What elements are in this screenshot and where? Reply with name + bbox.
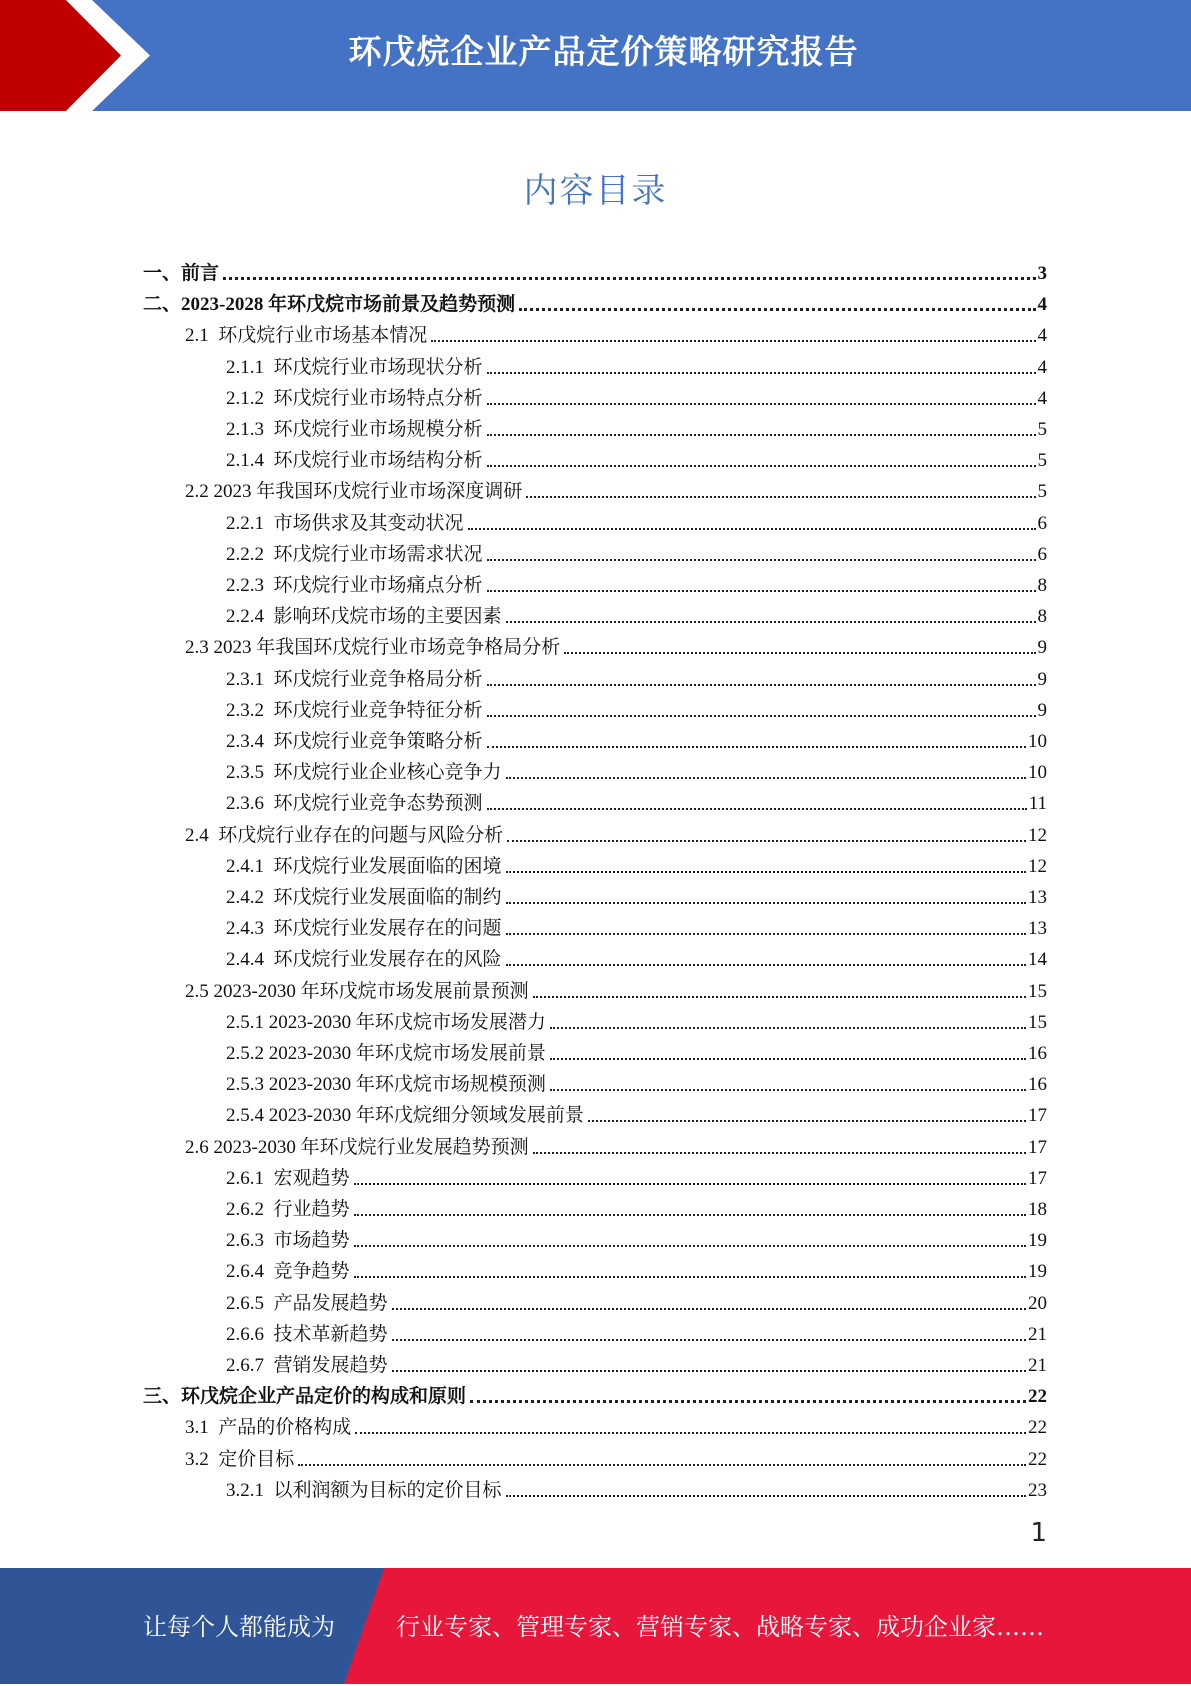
toc-dot-leader: [487, 465, 1036, 467]
toc-entry[interactable]: [226, 348, 1047, 379]
toc-dot-leader: [564, 652, 1035, 654]
toc-entry-title: 2.6.2 行业趋势: [226, 1199, 350, 1220]
report-header: [0, 0, 1191, 111]
toc-entry-page: 13: [1028, 887, 1047, 908]
toc-entry-page: 8: [1037, 606, 1047, 628]
toc-entry[interactable]: [226, 784, 1047, 815]
toc-dot-leader: [487, 372, 1036, 374]
toc-entry-page: 13: [1028, 918, 1047, 940]
toc-dot-leader: [487, 434, 1036, 436]
toc-entry-page: 18: [1028, 1199, 1047, 1220]
toc-entry[interactable]: [226, 660, 1047, 691]
footer-banner: [0, 1568, 1191, 1684]
toc-entry-title: 一、前言: [143, 263, 220, 284]
toc-dot-leader: [298, 1464, 1026, 1466]
toc-entry-page: 6: [1037, 512, 1047, 534]
toc-entry-page: 9: [1037, 668, 1047, 690]
toc-entry-title: 2.6.6 技术革新趋势: [226, 1323, 388, 1345]
toc-entry-title: 2.2.3 环戊烷行业市场痛点分析: [226, 575, 483, 596]
toc-entry-page: 5: [1037, 419, 1047, 440]
toc-entry-page: 22: [1028, 1386, 1047, 1408]
toc-entry[interactable]: [143, 254, 1047, 285]
toc-entry[interactable]: [185, 1440, 1047, 1471]
toc-entry-page: 4: [1037, 294, 1047, 316]
toc-entry-title: 2.5.2 2023-2030 年环戊烷市场发展前景: [226, 1043, 546, 1064]
toc-entry-title: 2.6 2023-2030 年环戊烷行业发展趋势预测: [185, 1136, 529, 1158]
toc-dot-leader: [487, 715, 1036, 717]
footer-slogan-right: 行业专家、管理专家、营销专家、战略专家、成功企业家……: [396, 1613, 1044, 1641]
toc-entry-page: 10: [1028, 731, 1047, 752]
toc-dot-leader: [506, 964, 1026, 966]
toc-entry-page: 16: [1028, 1043, 1047, 1064]
toc-entry[interactable]: [226, 1034, 1047, 1065]
toc-dot-leader: [507, 840, 1026, 842]
toc-entry-title: 2.2 2023 年我国环戊烷行业市场深度调研: [185, 481, 523, 503]
toc-entry-page: 4: [1037, 325, 1047, 347]
toc-entry[interactable]: [226, 597, 1047, 628]
toc-entry-title: 2.3 2023 年我国环戊烷行业市场竞争格局分析: [185, 637, 561, 659]
toc-dot-leader: [550, 1058, 1026, 1060]
toc-entry-title: 2.5 2023-2030 年环戊烷市场发展前景预测: [185, 980, 529, 1002]
toc-entry-page: 22: [1028, 1448, 1047, 1470]
toc-entry[interactable]: [226, 847, 1047, 878]
toc-dot-leader: [468, 528, 1036, 530]
toc-dot-leader: [533, 1152, 1026, 1154]
toc-entry-page: 9: [1037, 637, 1047, 659]
toc-heading: 内容目录: [523, 171, 668, 211]
toc-entry[interactable]: [226, 504, 1047, 535]
toc-entry[interactable]: [226, 1284, 1047, 1315]
toc-entry[interactable]: [226, 441, 1047, 472]
toc-dot-leader: [487, 808, 1027, 810]
toc-entry-title: 2.2.1 市场供求及其变动状况: [226, 512, 464, 534]
toc-dot-leader: [550, 1089, 1026, 1091]
toc-entry-title: 2.2.4 影响环戊烷市场的主要因素: [226, 606, 502, 628]
toc-dot-leader: [487, 746, 1026, 748]
toc-entry-title: 2.1.4 环戊烷行业市场结构分析: [226, 450, 483, 472]
toc-entry-page: 3: [1037, 263, 1047, 284]
toc-dot-leader: [392, 1308, 1026, 1310]
toc-entry-title: 2.6.1 宏观趋势: [226, 1167, 350, 1189]
toc-entry-title: 2.3.1 环戊烷行业竞争格局分析: [226, 668, 483, 690]
toc-entry-page: 19: [1028, 1261, 1047, 1283]
toc-entry-page: 4: [1037, 387, 1047, 409]
toc-entry-title: 2.4 环戊烷行业存在的问题与风险分析: [185, 824, 504, 846]
toc-entry-page: 4: [1037, 356, 1047, 378]
toc-entry-page: 12: [1028, 855, 1047, 877]
toc-dot-leader: [392, 1370, 1026, 1372]
toc-entry[interactable]: [226, 940, 1047, 971]
toc-dot-leader: [550, 1027, 1026, 1029]
toc-entry-page: 6: [1037, 543, 1047, 565]
toc-entry[interactable]: [226, 1315, 1047, 1346]
page-number: 1: [1030, 1518, 1047, 1548]
toc-entry-page: 21: [1028, 1323, 1047, 1345]
toc-entry[interactable]: [226, 410, 1047, 441]
toc-entry-title: 2.5.4 2023-2030 年环戊烷细分领域发展前景: [226, 1105, 584, 1127]
toc-entry-page: 11: [1028, 793, 1047, 815]
toc-dot-leader: [355, 1432, 1026, 1434]
toc-entry-title: 2.2.2 环戊烷行业市场需求状况: [226, 543, 483, 565]
toc-entry-title: 2.3.5 环戊烷行业企业核心竞争力: [226, 762, 502, 784]
toc-entry-title: 三、环戊烷企业产品定价的构成和原则: [143, 1386, 467, 1408]
toc-entry[interactable]: [185, 316, 1047, 347]
toc-entry[interactable]: [185, 472, 1047, 503]
toc-entry[interactable]: [226, 1471, 1047, 1502]
toc-entry-page: 15: [1028, 980, 1047, 1002]
toc-entry-title: 2.6.7 营销发展趋势: [226, 1355, 388, 1376]
toc-entry[interactable]: [185, 1408, 1047, 1439]
toc-dot-leader: [533, 996, 1026, 998]
toc-entry-title: 3.1 产品的价格构成: [185, 1417, 352, 1439]
toc-entry-page: 5: [1037, 481, 1047, 503]
toc-entry-title: 2.5.1 2023-2030 年环戊烷市场发展潜力: [226, 1011, 546, 1033]
toc-entry[interactable]: [226, 1159, 1047, 1190]
toc-dot-leader: [526, 496, 1035, 498]
toc-dot-leader: [487, 403, 1036, 405]
toc-entry-page: 14: [1028, 949, 1047, 971]
toc-entry-page: 9: [1037, 699, 1047, 721]
toc-entry-title: 2.3.4 环戊烷行业竞争策略分析: [226, 731, 483, 752]
toc-entry[interactable]: [185, 972, 1047, 1003]
toc-entry[interactable]: [185, 1128, 1047, 1159]
toc-entry-page: 17: [1028, 1105, 1047, 1127]
toc-dot-leader: [223, 277, 1035, 280]
toc-entry-page: 17: [1028, 1167, 1047, 1189]
toc-entry[interactable]: [185, 628, 1047, 659]
toc-dot-leader: [506, 933, 1026, 935]
toc-dot-leader: [354, 1214, 1026, 1216]
toc-entry[interactable]: [226, 753, 1047, 784]
toc-entry[interactable]: [143, 285, 1047, 316]
toc-dot-leader: [588, 1120, 1026, 1122]
toc-entry[interactable]: [185, 816, 1047, 847]
toc-entry[interactable]: [226, 722, 1047, 753]
toc-entry[interactable]: [226, 379, 1047, 410]
footer-slogan-left: 让每个人都能成为: [143, 1613, 335, 1641]
toc-entry-page: 19: [1028, 1230, 1047, 1252]
toc-entry-title: 2.6.3 市场趋势: [226, 1230, 350, 1252]
toc-dot-leader: [392, 1339, 1026, 1341]
toc-entry[interactable]: [226, 1003, 1047, 1034]
toc-entry-page: 17: [1028, 1136, 1047, 1158]
toc-dot-leader: [506, 902, 1026, 904]
toc-entry-title: 2.1.3 环戊烷行业市场规模分析: [226, 419, 483, 440]
toc-entry-page: 23: [1028, 1479, 1047, 1501]
toc-entry-page: 12: [1028, 824, 1047, 846]
toc-entry-page: 22: [1028, 1417, 1047, 1439]
toc-dot-leader: [519, 308, 1035, 311]
toc-dot-leader: [354, 1276, 1026, 1278]
toc-entry-title: 2.3.6 环戊烷行业竞争态势预测: [226, 793, 483, 815]
toc-entry-title: 二、2023-2028 年环戊烷市场前景及趋势预测: [143, 294, 516, 316]
toc-dot-leader: [431, 340, 1035, 342]
toc-entry-page: 5: [1037, 450, 1047, 472]
toc-entry[interactable]: [226, 909, 1047, 940]
toc-entry-page: 8: [1037, 575, 1047, 596]
report-title: 环戊烷企业产品定价策略研究报告: [348, 32, 859, 71]
toc-entry[interactable]: [226, 535, 1047, 566]
toc-entry[interactable]: [226, 1190, 1047, 1221]
toc-dot-leader: [506, 777, 1026, 779]
toc-entry-page: 15: [1028, 1011, 1047, 1033]
toc-entry-title: 2.4.1 环戊烷行业发展面临的困境: [226, 855, 502, 877]
toc-dot-leader: [506, 621, 1036, 623]
toc-dot-leader: [354, 1183, 1026, 1185]
toc-entry-page: 16: [1028, 1074, 1047, 1096]
toc-entry-page: 21: [1028, 1355, 1047, 1376]
toc-entry-title: 2.1.2 环戊烷行业市场特点分析: [226, 387, 483, 409]
toc-entry[interactable]: [226, 1065, 1047, 1096]
toc-entry[interactable]: [226, 878, 1047, 909]
toc-entry[interactable]: [143, 1377, 1047, 1408]
toc-entry-title: 2.4.2 环戊烷行业发展面临的制约: [226, 887, 502, 908]
toc-entry-title: 2.3.2 环戊烷行业竞争特征分析: [226, 699, 483, 721]
toc-entry-title: 3.2 定价目标: [185, 1448, 295, 1470]
toc-entry-title: 2.6.4 竞争趋势: [226, 1261, 350, 1283]
toc-entry-title: 2.5.3 2023-2030 年环戊烷市场规模预测: [226, 1074, 546, 1096]
toc-entry[interactable]: [226, 1346, 1047, 1377]
toc-entry[interactable]: [226, 566, 1047, 597]
toc-entry[interactable]: [226, 1096, 1047, 1127]
toc-entry-title: 2.6.5 产品发展趋势: [226, 1292, 388, 1314]
toc-entry[interactable]: [226, 691, 1047, 722]
toc-entry-title: 2.1 环戊烷行业市场基本情况: [185, 325, 428, 347]
toc-dot-leader: [506, 1495, 1026, 1497]
toc-dot-leader: [354, 1245, 1026, 1247]
toc-entry-title: 2.4.3 环戊烷行业发展存在的问题: [226, 918, 502, 940]
toc-dot-leader: [506, 871, 1026, 873]
toc-entry-title: 2.1.1 环戊烷行业市场现状分析: [226, 356, 483, 378]
toc-entry[interactable]: [226, 1252, 1047, 1283]
toc-dot-leader: [487, 684, 1036, 686]
toc-entry[interactable]: [226, 1221, 1047, 1252]
toc-dot-leader: [470, 1400, 1026, 1403]
toc-entry-title: 3.2.1 以利润额为目标的定价目标: [226, 1479, 502, 1501]
toc-entry-page: 20: [1028, 1292, 1047, 1314]
toc-dot-leader: [487, 590, 1036, 592]
toc-entry-title: 2.4.4 环戊烷行业发展存在的风险: [226, 949, 502, 971]
toc-entry-page: 10: [1028, 762, 1047, 784]
toc-dot-leader: [487, 559, 1036, 561]
